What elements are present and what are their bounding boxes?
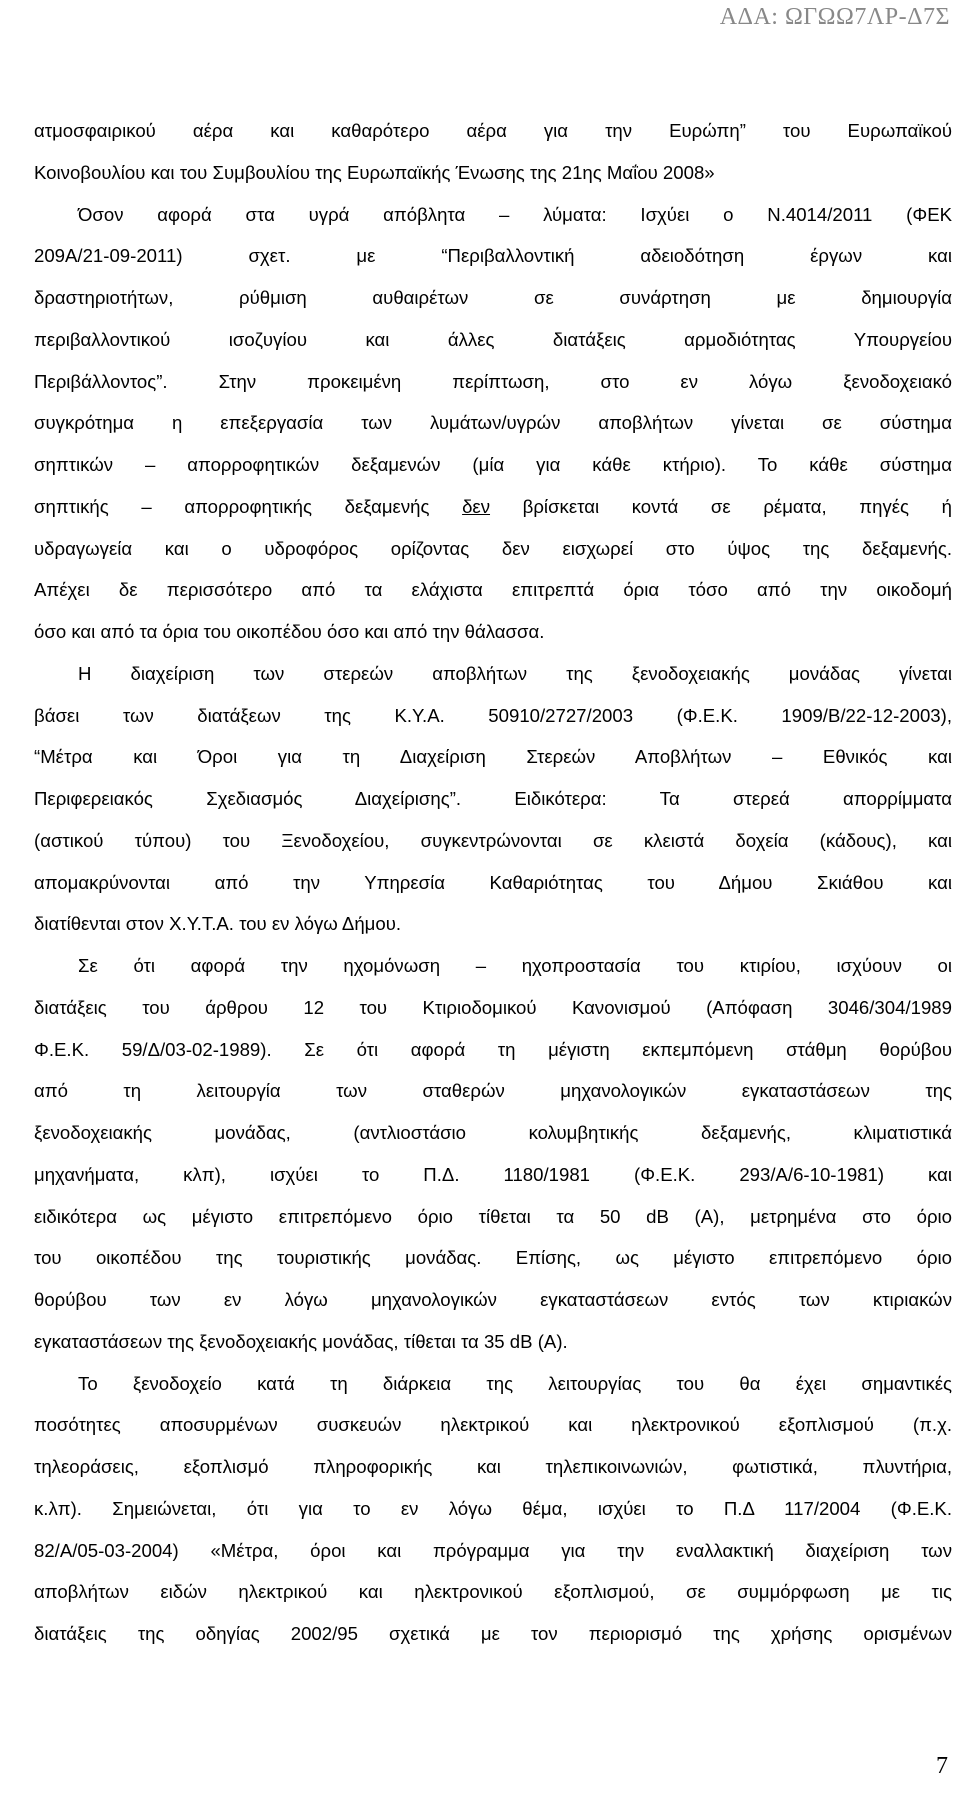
text-line: Περιβάλλοντος”. Στην προκειμένη περίπτωση, στο εν λόγω ξενοδοχειακό xyxy=(34,370,952,392)
text-line: Το ξενοδοχείο κατά τη διάρκεια της λειτουργίας του θα έχει σημαντικές xyxy=(78,1372,952,1394)
text-line: Απέχει δε περισσότερο από τα ελάχιστα επιτρεπτά όρια τόσο από την οικοδομή xyxy=(34,579,952,601)
text-line: 209Α/21-09-2011) σχετ. με “Περιβαλλοντική αδειοδότηση έργων και xyxy=(34,245,952,267)
text-line: Περιφερειακός Σχεδιασμός Διαχείρισης”. Ειδικότερα: Τα στερεά απορρίμματα xyxy=(34,788,952,809)
text-line: Φ.Ε.Κ. 59/Δ/03-02-1989). Σε ότι αφορά τη μέγιστη εκπεμπόμενη στάθμη θορύβου xyxy=(34,1038,952,1060)
text-line: ειδικότερα ως μέγιστο επιτρεπόμενο όριο τίθεται τα 50 dB (A), μετρημένα στο όριο xyxy=(34,1205,952,1227)
text-line: τηλεοράσεις, εξοπλισμό πληροφορικής και τηλεπικοινωνιών, φωτιστικά, πλυντήρια, xyxy=(34,1456,952,1477)
paragraph xyxy=(34,945,952,1363)
text-line: (αστικού τύπου) του Ξενοδοχείου, συγκεντρώνονται σε κλειστά δοχεία (κάδους), και xyxy=(34,829,952,851)
text-line: διατάξεις της οδηγίας 2002/95 σχετικά με τον περιορισμό της χρήσης ορισμένων xyxy=(34,1623,952,1644)
paragraph xyxy=(34,1363,952,1655)
text-line: σηπτικών – απορροφητικών δεξαμενών (μία για κάθε κτήριο). Το κάθε σύστημα xyxy=(34,454,952,475)
text-line: δραστηριοτήτων, ρύθμιση αυθαιρέτων σε συνάρτηση με δημιουργία xyxy=(34,287,952,308)
text-line: υδραγωγεία και ο υδροφόρος ορίζοντας δεν εισχωρεί στο ύψος της δεξαμενής. xyxy=(34,537,952,559)
text-line: απομακρύνονται από την Υπηρεσία Καθαριότητας του Δήμου Σκιάθου και xyxy=(34,871,952,893)
text-line: Σε ότι αφορά την ηχομόνωση – ηχοπροστασία του κτιρίου, ισχύουν οι xyxy=(78,955,952,976)
text-line: Κοινοβουλίου και του Συμβουλίου της Ευρωπαϊκής Ένωσης της 21ης Μαΐου 2008» xyxy=(34,161,715,183)
page-number: 7 xyxy=(936,1753,948,1779)
text-line: διατάξεις του άρθρου 12 του Κτιριοδομικού Κανονισμού (Απόφαση 3046/304/1989 xyxy=(34,996,952,1018)
text-line: σηπτικής – απορροφητικής δεξαμενής δεν βρίσκεται κοντά σε ρέματα, πηγές ή xyxy=(34,495,952,517)
underlined-word: δεν xyxy=(462,495,491,517)
text-line: θορύβου των εν λόγω μηχανολογικών εγκαταστάσεων εντός των κτιριακών xyxy=(34,1289,952,1310)
text-line: Η διαχείριση των στερεών αποβλήτων της ξενοδοχειακής μονάδας γίνεται xyxy=(78,662,952,684)
paragraph xyxy=(34,194,952,653)
text-line: 82/Α/05-03-2004) «Μέτρα, όροι και πρόγραμμα για την εναλλακτική διαχείριση των xyxy=(34,1539,952,1561)
text-line: περιβαλλοντικού ισοζυγίου και άλλες διατάξεις αρμοδιότητας Υπουργείου xyxy=(34,328,952,350)
text-line: από τη λειτουργία των σταθερών μηχανολογικών εγκαταστάσεων της xyxy=(34,1080,952,1102)
text-line: ξενοδοχειακής μονάδας, (αντλιοστάσιο κολυμβητικής δεξαμενής, κλιματιστικά xyxy=(34,1122,952,1143)
paragraph xyxy=(34,653,952,945)
text-line: ποσότητες αποσυρμένων συσκευών ηλεκτρικού και ηλεκτρονικού εξοπλισμού (π.χ. xyxy=(34,1414,952,1436)
text-line: συγκρότημα η επεξεργασία των λυμάτων/υγρών αποβλήτων γίνεται σε σύστημα xyxy=(34,412,952,434)
text-line: “Μέτρα και Όροι για τη Διαχείριση Στερεών Αποβλήτων – Εθνικός και xyxy=(34,746,952,768)
text-line: εγκαταστάσεων της ξενοδοχειακής μονάδας, τίθεται τα 35 dB (A). xyxy=(34,1330,568,1352)
text-line: του οικοπέδου της τουριστικής μονάδας. Επίσης, ως μέγιστο επιτρεπόμενο όριο xyxy=(34,1247,952,1269)
text-line: βάσει των διατάξεων της Κ.Υ.Α. 50910/2727/2003 (Φ.Ε.Κ. 1909/Β/22-12-2003), xyxy=(34,704,952,726)
text-line: όσο και από τα όρια του οικοπέδου όσο και από την θάλασσα. xyxy=(34,621,545,642)
text-line: Όσον αφορά στα υγρά απόβλητα – λύματα: Ισχύει ο Ν.4014/2011 (ΦΕΚ xyxy=(78,203,952,225)
ada-header: ΑΔΑ: ΩΓΩΩ7ΛΡ-Δ7Σ xyxy=(719,4,950,30)
text-line: κ.λπ). Σημειώνεται, ότι για το εν λόγω θέμα, ισχύει το Π.Δ 117/2004 (Φ.Ε.Κ. xyxy=(34,1497,952,1519)
text-line: ατμοσφαιρικού αέρα και καθαρότερο αέρα για την Ευρώπη” του Ευρωπαϊκού xyxy=(34,120,952,141)
text-line: αποβλήτων ειδών ηλεκτρικού και ηλεκτρονικού εξοπλισμού, σε συμμόρφωση με τις xyxy=(34,1581,952,1603)
document-body xyxy=(34,110,952,1655)
text-line: μηχανήματα, κλπ), ισχύει το Π.Δ. 1180/1981 (Φ.Ε.Κ. 293/Α/6-10-1981) και xyxy=(34,1163,952,1185)
text-line: διατίθενται στον Χ.Υ.Τ.Α. του εν λόγω Δήμου. xyxy=(34,913,402,935)
paragraph xyxy=(34,110,952,194)
